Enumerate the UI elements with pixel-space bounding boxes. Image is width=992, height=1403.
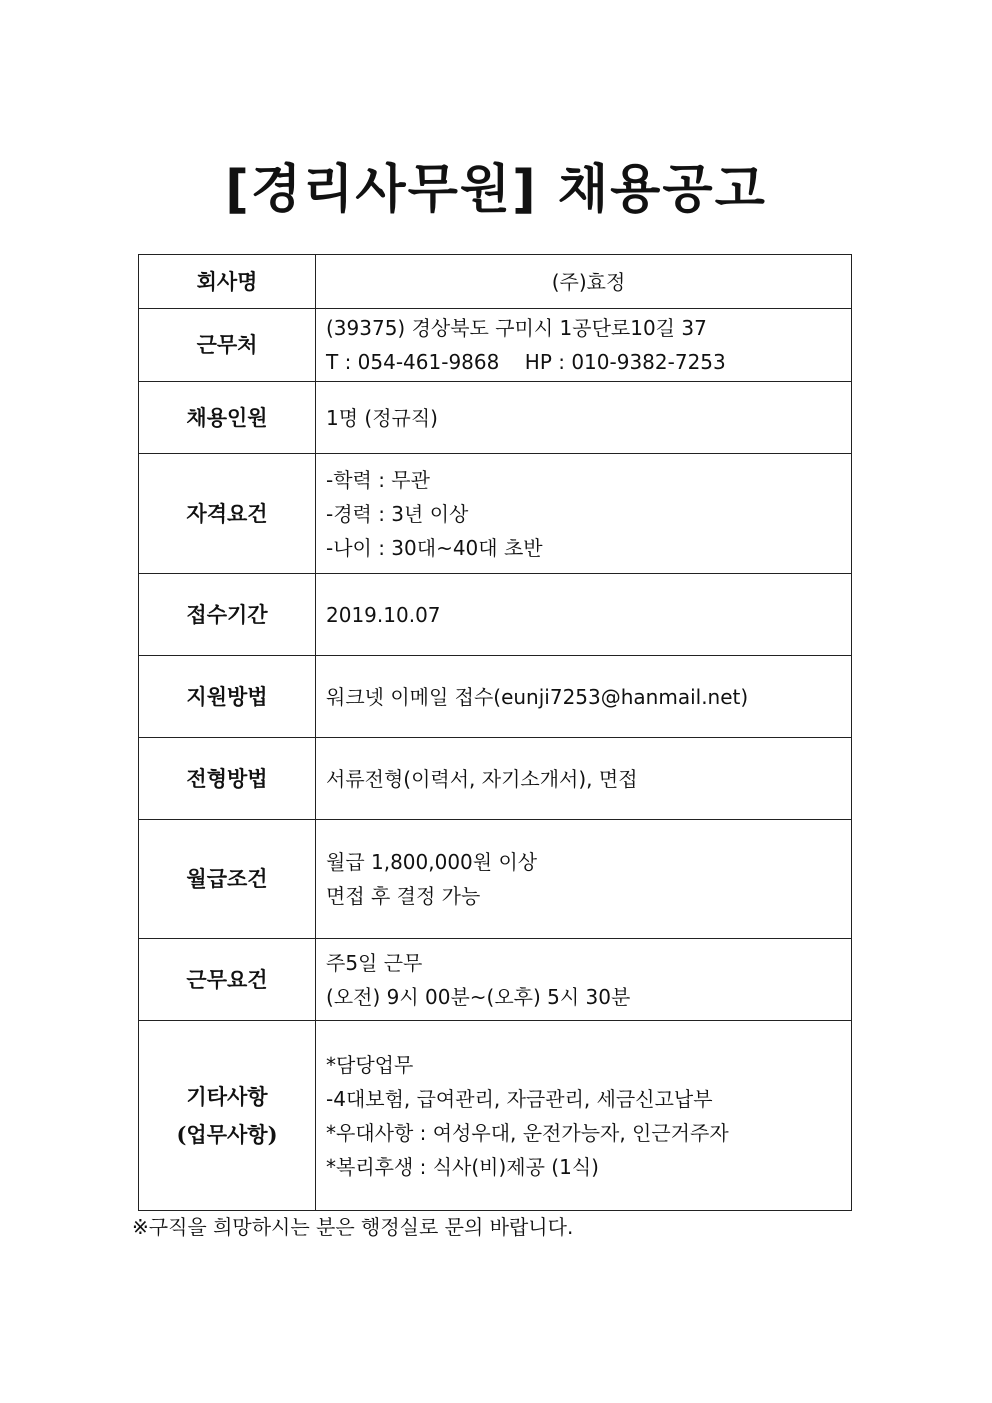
table-row-company-name bbox=[139, 255, 852, 309]
row-label-application-period bbox=[139, 574, 316, 656]
row-value-line: (39375) 경상북도 구미시 1공단로10길 37 bbox=[326, 316, 707, 340]
row-value-line: 워크넷 이메일 접수(eunji7253@hanmail.net) bbox=[326, 684, 749, 709]
row-value-line: -나이 : 30대~40대 초반 bbox=[326, 535, 543, 560]
table-row-working-conditions bbox=[139, 939, 852, 1021]
row-label-line: 근무처 bbox=[196, 332, 258, 357]
row-label-line: 지원방법 bbox=[186, 683, 268, 709]
row-value-line: 월급 1,800,000원 이상 bbox=[326, 850, 538, 874]
row-value-line: 1명 (정규직) bbox=[326, 405, 438, 430]
table-row-workplace bbox=[139, 309, 852, 382]
row-label-working-conditions bbox=[139, 939, 316, 1021]
row-value-line: 2019.10.07 bbox=[326, 602, 441, 627]
row-value-salary bbox=[316, 820, 852, 939]
table-body bbox=[139, 255, 852, 1211]
row-value-application-method bbox=[316, 656, 852, 738]
row-label-other-notes bbox=[139, 1021, 316, 1211]
row-label-line: 기타사항 bbox=[186, 1083, 268, 1109]
row-label-headcount bbox=[139, 382, 316, 454]
row-label-line: 월급조건 bbox=[186, 866, 268, 891]
job-posting-table bbox=[138, 254, 852, 1211]
row-label-line: 전형방법 bbox=[186, 765, 268, 791]
row-value-line: 면접 후 결정 가능 bbox=[326, 884, 481, 908]
row-value-application-period bbox=[316, 574, 852, 656]
row-value-workplace bbox=[316, 309, 852, 382]
row-label-line: (업무사항) bbox=[176, 1121, 278, 1147]
row-value-line: 서류전형(이력서, 자기소개서), 면접 bbox=[326, 766, 638, 791]
row-value-line: -4대보험, 급여관리, 자금관리, 세금신고납부 bbox=[326, 1086, 713, 1111]
row-label-selection-method bbox=[139, 738, 316, 820]
row-value-line: (오전) 9시 00분~(오후) 5시 30분 bbox=[326, 984, 631, 1009]
row-value-headcount bbox=[316, 382, 852, 454]
table-row-application-method bbox=[139, 656, 852, 738]
page-title: [경리사무원] 채용공고 bbox=[225, 160, 767, 220]
table-row-salary bbox=[139, 820, 852, 939]
table-row-other-notes bbox=[139, 1021, 852, 1211]
table-row-qualifications bbox=[139, 454, 852, 574]
table-row-selection-method bbox=[139, 738, 852, 820]
row-label-line: 근무요건 bbox=[186, 966, 268, 992]
row-label-company-name bbox=[139, 255, 316, 309]
table-row-headcount bbox=[139, 382, 852, 454]
row-label-salary bbox=[139, 820, 316, 939]
row-value-company-name bbox=[316, 255, 852, 309]
footnote: ※구직을 희망하시는 분은 행정실로 문의 바랍니다. bbox=[132, 1215, 574, 1239]
row-value-line: *우대사항 : 여성우대, 운전가능자, 인근거주자 bbox=[326, 1120, 729, 1145]
row-value-working-conditions bbox=[316, 939, 852, 1021]
row-label-qualifications bbox=[139, 454, 316, 574]
row-label-line: 채용인원 bbox=[186, 404, 268, 430]
table-row-application-period bbox=[139, 574, 852, 656]
row-value-qualifications bbox=[316, 454, 852, 574]
row-value-line: 주5일 근무 bbox=[326, 950, 423, 975]
row-label-line: 접수기간 bbox=[186, 601, 268, 627]
row-value-line: (주)효정 bbox=[551, 269, 626, 294]
row-value-line: *담당업무 bbox=[326, 1052, 414, 1077]
row-value-selection-method bbox=[316, 738, 852, 820]
row-value-other-notes bbox=[316, 1021, 852, 1211]
row-value-line: -학력 : 무관 bbox=[326, 467, 430, 492]
row-label-application-method bbox=[139, 656, 316, 738]
row-label-workplace bbox=[139, 309, 316, 382]
row-label-line: 자격요건 bbox=[186, 500, 268, 526]
row-value-line: T : 054-461-9868 HP : 010-9382-7253 bbox=[326, 350, 726, 374]
row-value-line: *복리후생 : 식사(비)제공 (1식) bbox=[326, 1154, 599, 1179]
row-value-line: -경력 : 3년 이상 bbox=[326, 501, 469, 526]
row-label-line: 회사명 bbox=[196, 268, 258, 294]
